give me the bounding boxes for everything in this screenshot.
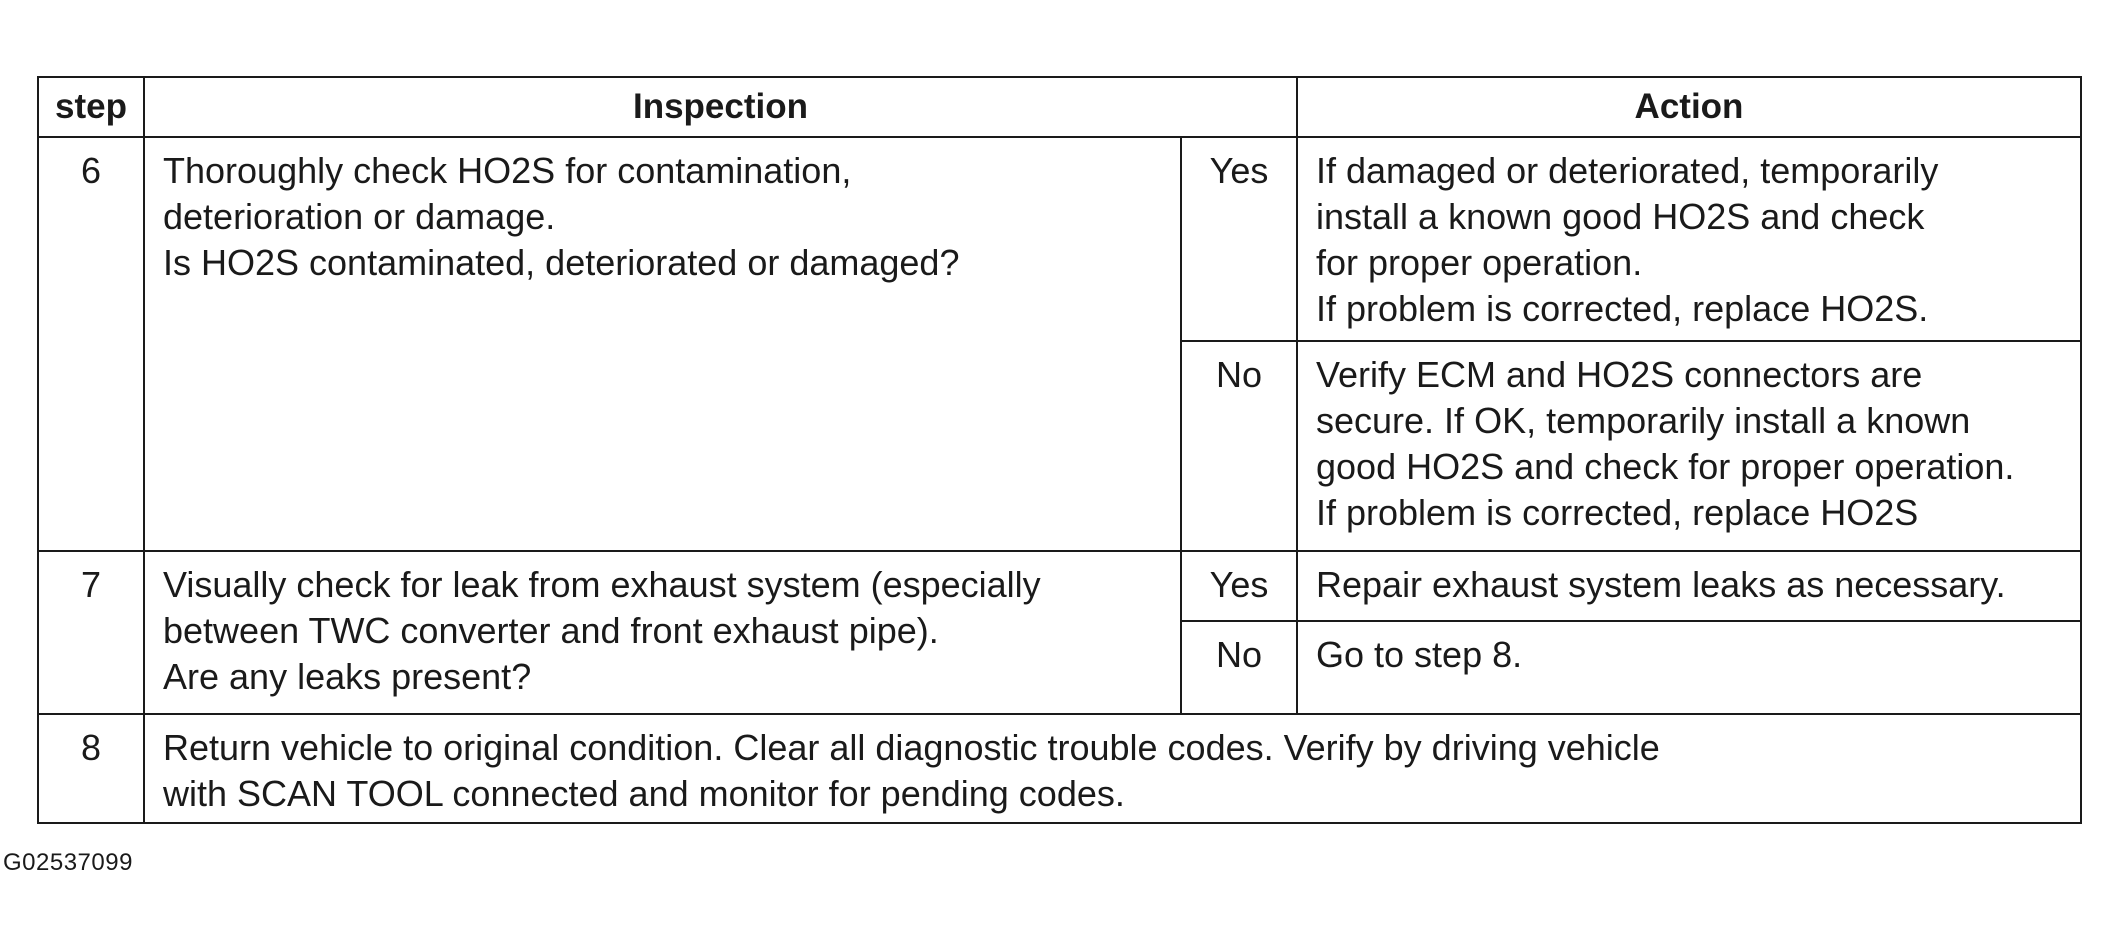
- action-line: for proper operation.: [1316, 242, 1643, 283]
- header-step: step: [38, 77, 144, 137]
- step-number-7: 7: [38, 551, 144, 714]
- step-7-yes-row: [38, 551, 2081, 622]
- step-number-6: 6: [38, 137, 144, 551]
- step-6-inspection: [144, 137, 1181, 551]
- step-7-no-action: [1297, 621, 2081, 714]
- step-8-row: [38, 714, 2081, 823]
- action-line: Go to step 8.: [1316, 634, 1523, 676]
- inspection-line: Is HO2S contaminated, deteriorated or damaged?: [163, 242, 960, 283]
- header-row: [38, 77, 2081, 137]
- step-6-yes-action: [1297, 137, 2081, 341]
- inspection-line: Are any leaks present?: [163, 655, 532, 697]
- action-line: secure. If OK, temporarily install a known: [1316, 399, 1971, 441]
- header-action: Action: [1297, 77, 2081, 137]
- step-6-no-action: [1297, 341, 2081, 551]
- action-line: Repair exhaust system leaks as necessary.: [1316, 563, 2006, 605]
- step-6-no-label: No: [1181, 341, 1297, 551]
- step-6-yes-row: [38, 137, 2081, 341]
- diagnostic-table: [37, 76, 2082, 824]
- step-7-yes-label: Yes: [1181, 551, 1297, 622]
- step-7-yes-action: [1297, 551, 2081, 622]
- action-line: If damaged or deteriorated, temporarily: [1316, 150, 1939, 191]
- inspection-line: Thoroughly check HO2S for contamination,: [163, 150, 852, 191]
- inspection-line: deterioration or damage.: [163, 196, 556, 237]
- step-7-inspection: [144, 551, 1181, 714]
- action-line: good HO2S and check for proper operation.: [1316, 445, 2015, 487]
- step-8-line: with SCAN TOOL connected and monitor for pending codes.: [163, 773, 1125, 815]
- action-line: Verify ECM and HO2S connectors are: [1316, 353, 1923, 395]
- step-number-8: 8: [38, 714, 144, 823]
- action-line: If problem is corrected, replace HO2S: [1316, 491, 1919, 533]
- action-line: If problem is corrected, replace HO2S.: [1316, 288, 1929, 329]
- header-inspection: Inspection: [144, 77, 1297, 137]
- step-8-text: [144, 714, 2081, 823]
- inspection-line: Visually check for leak from exhaust system (especially: [163, 563, 1041, 605]
- action-line: install a known good HO2S and check: [1316, 196, 1925, 237]
- figure-code: G02537099: [3, 849, 133, 876]
- inspection-line: between TWC converter and front exhaust pipe).: [163, 609, 939, 651]
- step-8-line: Return vehicle to original condition. Clear all diagnostic trouble codes. Verify by driving vehicle: [163, 727, 1660, 769]
- step-7-no-label: No: [1181, 621, 1297, 714]
- step-6-yes-label: Yes: [1181, 137, 1297, 341]
